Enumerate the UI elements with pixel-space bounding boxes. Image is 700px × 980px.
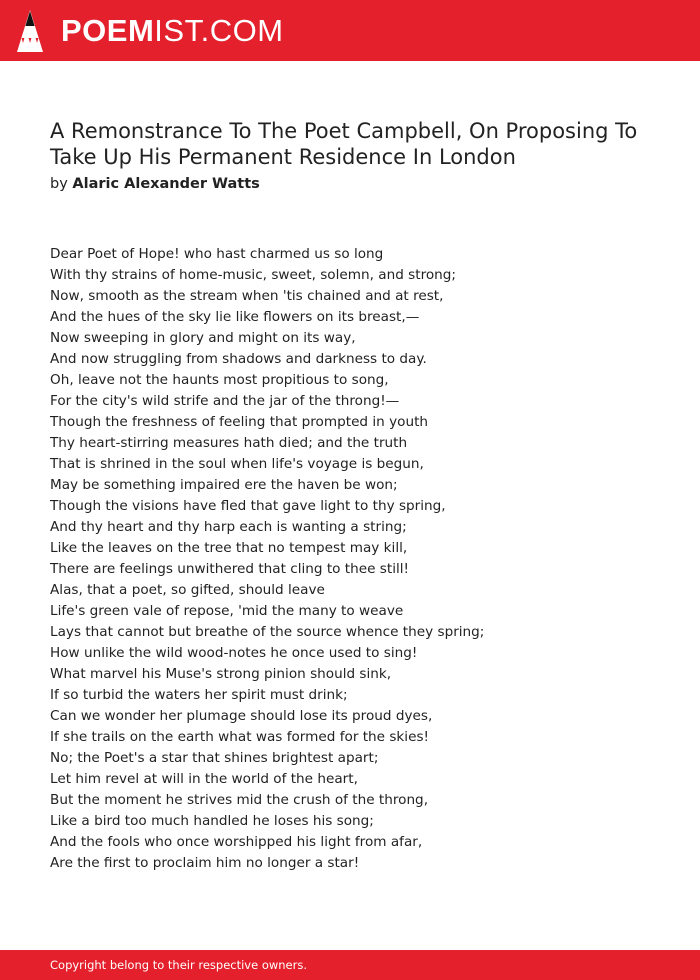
poem-line: That is shrined in the soul when life's voyage is begun,	[50, 456, 424, 472]
poem-line: Now, smooth as the stream when 'tis chained and at rest,	[50, 288, 444, 304]
poem-line: Let him revel at will in the world of the heart,	[50, 771, 358, 787]
copyright-text: Copyright belong to their respective owners.	[50, 958, 308, 972]
poem-line: What marvel his Muse's strong pinion should sink,	[50, 666, 392, 682]
poem-line: And thy heart and thy harp each is wanting a string;	[50, 519, 407, 535]
poem-line: With thy strains of home-music, sweet, solemn, and strong;	[50, 267, 457, 283]
poem-line: Life's green vale of repose, 'mid the many to weave	[50, 603, 404, 619]
poem-line: There are feelings unwithered that cling to thee still!	[50, 561, 409, 577]
poem-line: For the city's wild strife and the jar of the throng!—	[50, 393, 400, 409]
poem-line: Though the visions have fled that gave light to thy spring,	[50, 498, 446, 514]
poem-line: And the hues of the sky lie like flowers on its breast,—	[50, 309, 420, 325]
poem-line: Though the freshness of feeling that prompted in youth	[50, 414, 429, 430]
brand-light: IST.COM	[154, 13, 284, 48]
poem-line: Oh, leave not the haunts most propitious to song,	[50, 372, 389, 388]
poem-line: Like a bird too much handled he loses his song;	[50, 813, 374, 829]
poem-line: If so turbid the waters her spirit must drink;	[50, 687, 348, 703]
poem-line: Now sweeping in glory and might on its way,	[50, 330, 356, 346]
poem-line: And now struggling from shadows and darkness to day.	[50, 351, 427, 367]
poem-line: Like the leaves on the tree that no tempest may kill,	[50, 540, 408, 556]
poem-line: Dear Poet of Hope! who hast charmed us so long	[50, 246, 384, 262]
poem-line: If she trails on the earth what was formed for the skies!	[50, 729, 429, 745]
pencil-tip-icon	[17, 10, 43, 52]
by-prefix: by	[50, 176, 68, 192]
poem-line: And the fools who once worshipped his light from afar,	[50, 834, 423, 850]
poem-line: Alas, that a poet, so gifted, should leave	[50, 582, 325, 598]
poem-body	[50, 244, 670, 874]
site-header	[0, 0, 700, 61]
site-footer	[0, 950, 700, 980]
poem-line: How unlike the wild wood-notes he once used to sing!	[50, 645, 418, 661]
author-name: Alaric Alexander Watts	[72, 176, 260, 192]
poem-line: Lays that cannot but breathe of the source whence they spring;	[50, 624, 485, 640]
poem-title: A Remonstrance To The Poet Campbell, On Proposing To Take Up His Permanent Residence In London	[50, 119, 638, 169]
poem-line: Can we wonder her plumage should lose its proud dyes,	[50, 708, 433, 724]
site-logo[interactable]	[61, 13, 284, 49]
byline	[50, 174, 260, 194]
poem-line: May be something impaired ere the haven be won;	[50, 477, 398, 493]
poem-line: But the moment he strives mid the crush of the throng,	[50, 792, 429, 808]
poem-line: Are the first to proclaim him no longer a star!	[50, 855, 360, 871]
brand-bold: POEM	[61, 13, 155, 48]
poem-line: No; the Poet's a star that shines brightest apart;	[50, 750, 379, 766]
poem-line: Thy heart-stirring measures hath died; and the truth	[50, 435, 408, 451]
